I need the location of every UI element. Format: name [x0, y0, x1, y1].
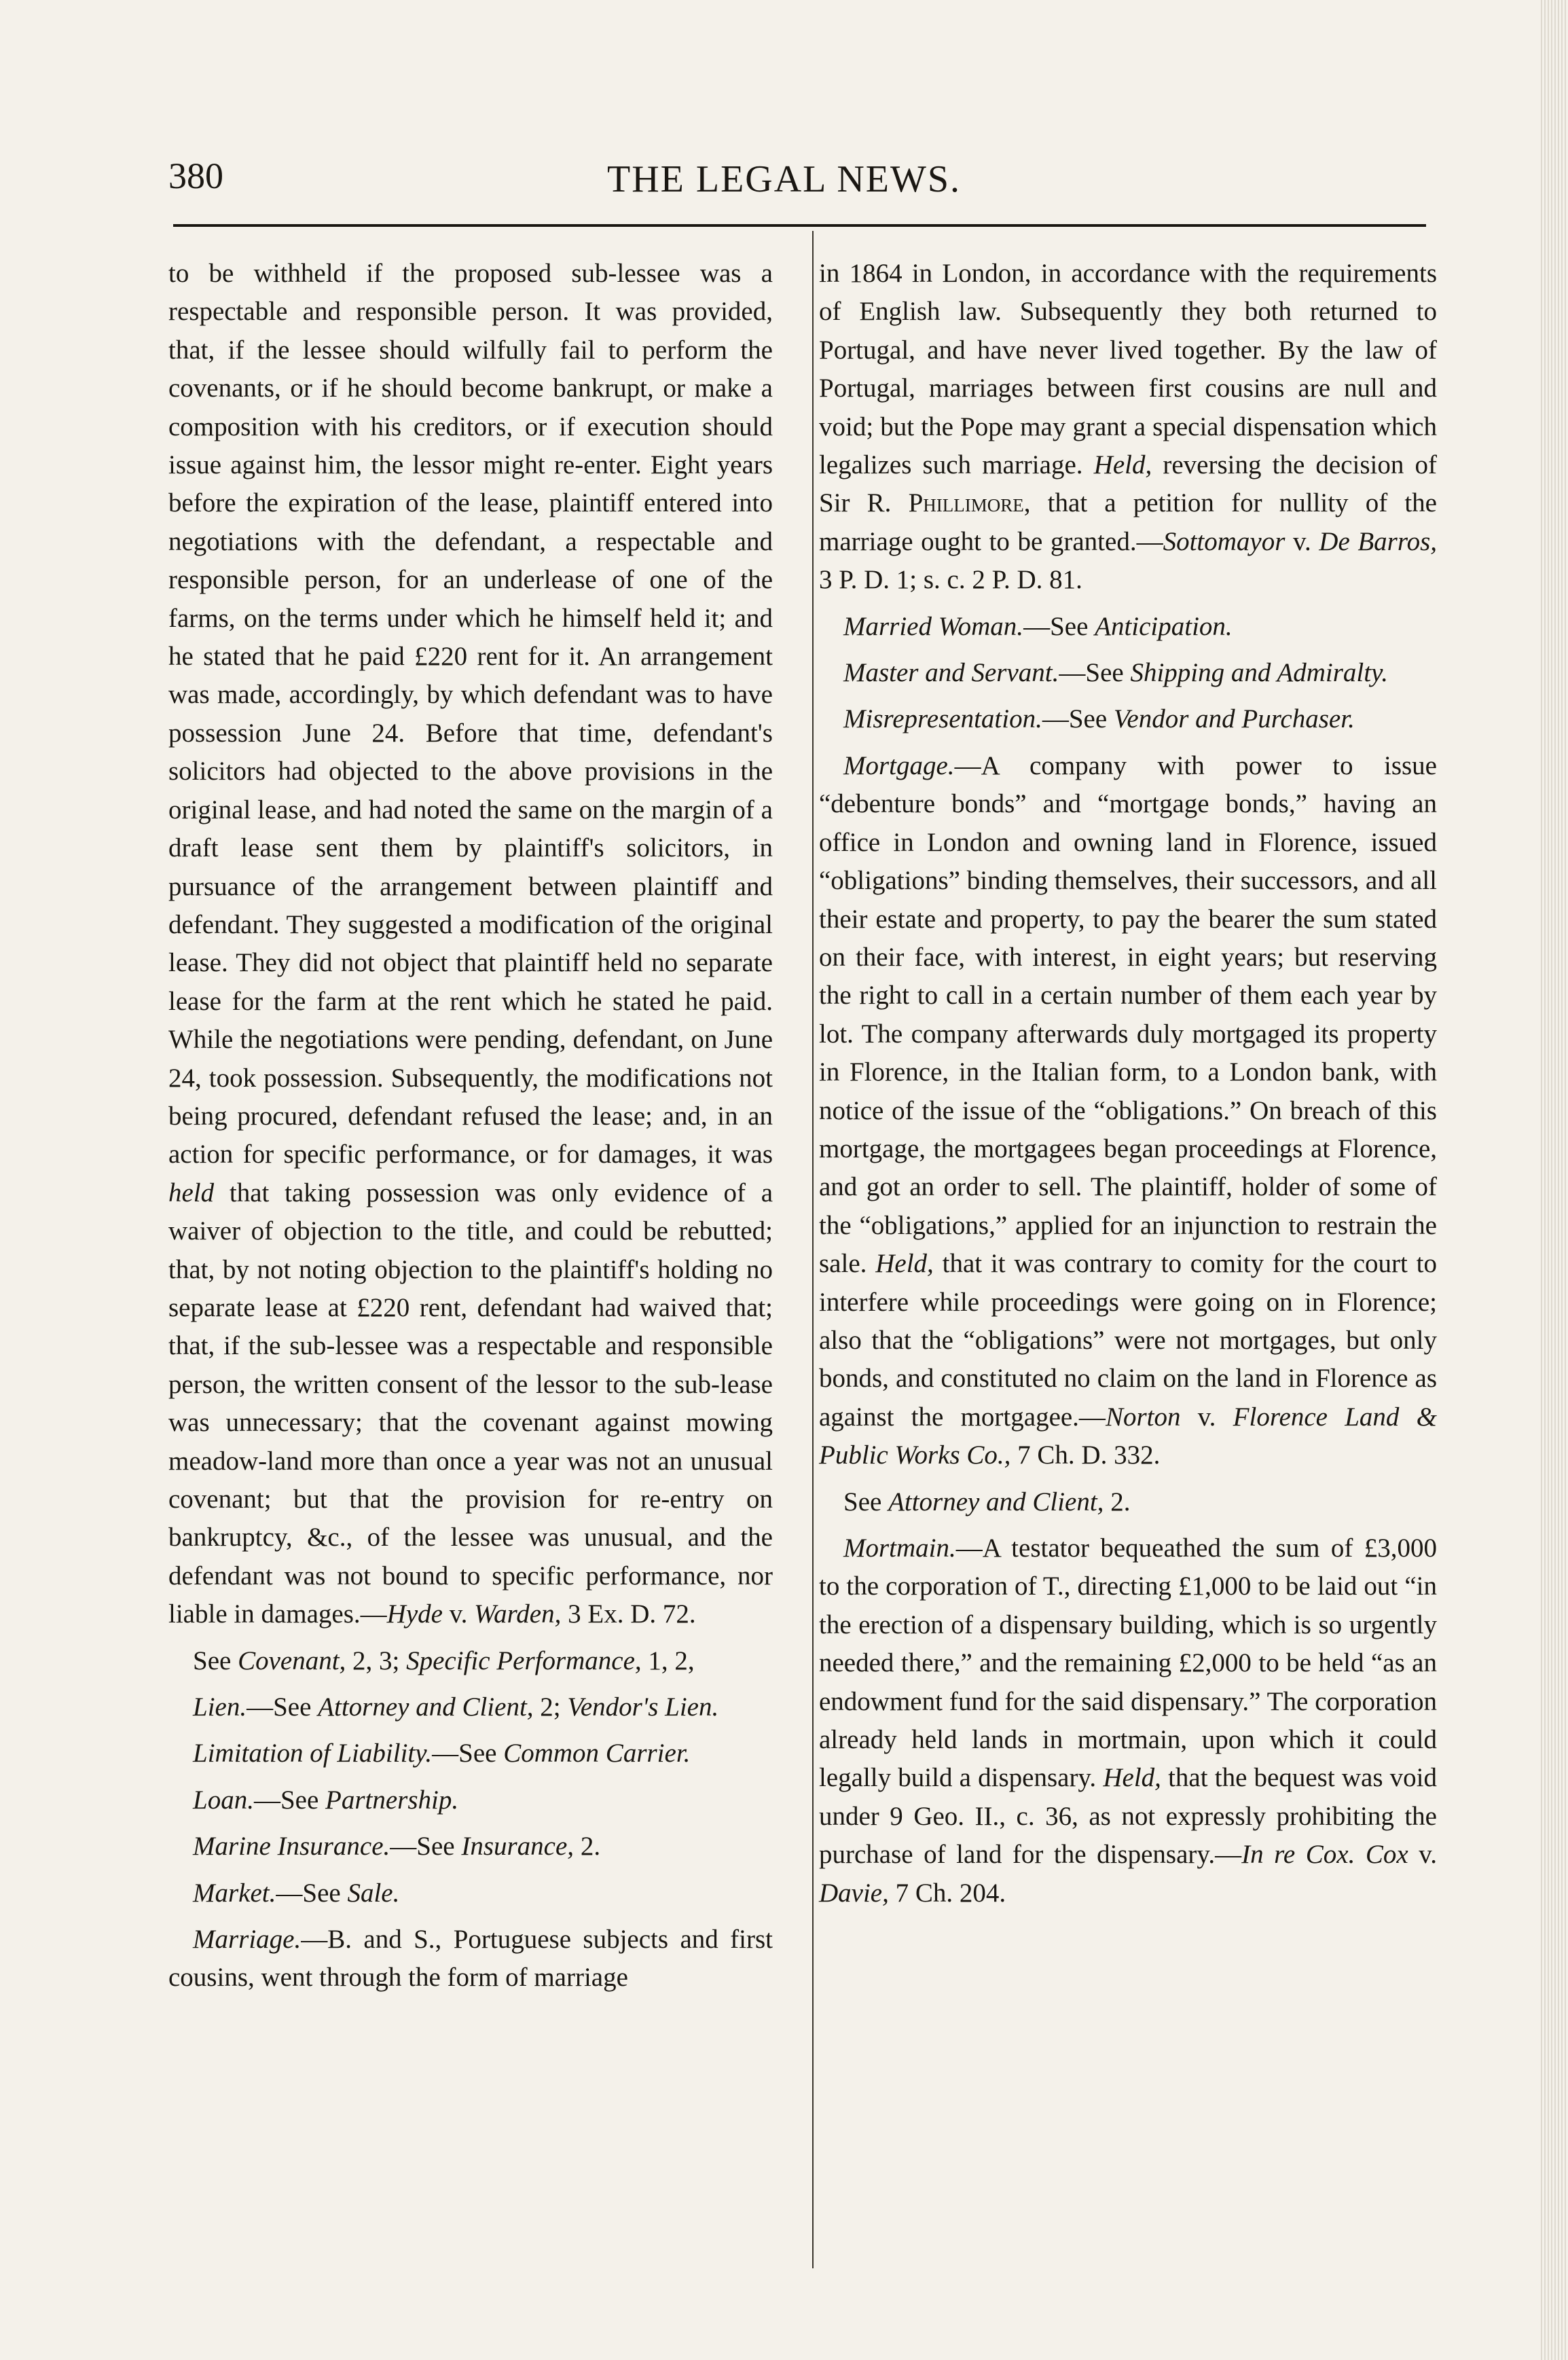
entry-heading: Lien. — [193, 1692, 247, 1722]
entry-heading: Marriage. — [193, 1925, 302, 1955]
case-name: De Barros, — [1319, 526, 1438, 556]
judge-name: Phillimore, — [908, 488, 1031, 518]
case-name: Cox — [1355, 1840, 1408, 1870]
case-sottomayor — [819, 255, 1437, 600]
see-covenant — [168, 1642, 773, 1680]
entry-marine-insurance — [168, 1828, 773, 1866]
column-divider — [812, 231, 814, 2268]
cross-ref: Specific Performance, — [406, 1646, 642, 1675]
see-attorney-client — [819, 1483, 1437, 1521]
see: —See — [390, 1832, 462, 1862]
text: 2. — [1104, 1487, 1131, 1517]
see: —See — [247, 1692, 318, 1722]
text: that taking possession was only evidence of a waiver of objection to the title, and could be rebutted; that, by not noting objection to the plaintiff's holding no separate lease at £220 rent, defendant had waived that; that, if the sub-lessee was a respectable and responsible person, the written consent of the lessor to the sub-lease was unnecessary; that the covenant against mowing meadow-land more than once a year was not an unusual covenant; but that the provision for re-entry on bankruptcy, &c., of the lessee was unusual, and the defendant was not bound to specific performance, nor liable in damages.— — [168, 1178, 773, 1629]
case-name: Warden, — [474, 1599, 562, 1629]
entry-marriage — [168, 1921, 773, 1997]
entry-master-servant — [819, 654, 1437, 692]
see: —See — [276, 1878, 348, 1908]
text: —B. and S., Portuguese subjects and first cousins, went through the form of marriage — [168, 1925, 773, 1993]
entry-heading: Mortmain. — [843, 1533, 956, 1563]
entry-married-woman — [819, 608, 1437, 646]
see: —See — [1059, 658, 1131, 688]
versus: v. — [1180, 1402, 1233, 1432]
case-name: Davie, — [819, 1878, 889, 1908]
citation: 3 P. D. 1; s. c. 2 P. D. 81. — [819, 565, 1082, 595]
text: that the bequest was void under 9 Geo. II., c. 36, as not expressly prohibiting the purchase of land for the dispensary.— — [819, 1763, 1438, 1870]
versus: v. — [1285, 526, 1319, 556]
text: —A testator bequeathed the sum of £3,000 to the corporation of T., directing £1,000 to be laid out “in the erection of a dispensary building, which is so urgently needed there,” and the remaining £2,000 to be held “as an endowment fund for the said dispensary.” The corporation already held lands in mortmain, upon which it could legally build a dispensary. — [819, 1533, 1437, 1793]
held-word: Held, — [1093, 450, 1152, 480]
entry-loan — [168, 1781, 773, 1819]
versus: v. — [442, 1599, 475, 1629]
text: 1, 2, — [641, 1646, 695, 1675]
running-head: THE LEGAL NEWS. — [607, 158, 961, 200]
text: in 1864 in London, in accordance with the requirements of English law. Subsequently they both returned to Portugal, and have never lived together. By the law of Portugal, marriages between first cousins are null and void; but the Pope may grant a special dispensation which legalizes such marriage. — [819, 259, 1437, 480]
case-hyde-v-warden — [168, 255, 773, 1634]
entry-market — [168, 1874, 773, 1912]
page-edge — [1541, 0, 1568, 2360]
see: —See — [253, 1785, 326, 1815]
entry-heading: Market. — [193, 1878, 276, 1908]
citation: 7 Ch. D. 332. — [1010, 1440, 1161, 1470]
see: —See — [1023, 611, 1095, 641]
cross-ref: Anticipation. — [1095, 611, 1233, 641]
held-word: Held, — [875, 1249, 934, 1279]
cross-ref: Shipping and Admiralty. — [1130, 658, 1388, 688]
cross-ref: Sale. — [347, 1878, 400, 1908]
text: 2, 3; — [346, 1646, 407, 1675]
case-name: Hyde — [386, 1599, 443, 1629]
right-column — [819, 255, 1437, 1921]
see: See — [843, 1487, 889, 1517]
entry-mortmain — [819, 1529, 1437, 1912]
entry-misrepresentation — [819, 700, 1437, 738]
versus: v. — [1408, 1840, 1437, 1870]
held-word: held — [168, 1178, 215, 1208]
left-column — [168, 255, 773, 2005]
text: 2; — [533, 1692, 568, 1722]
cross-ref: Vendor and Purchaser. — [1113, 704, 1355, 734]
case-name: Norton — [1105, 1402, 1181, 1432]
entry-heading: Married Woman. — [843, 611, 1024, 641]
case-name: Sottomayor — [1163, 526, 1286, 556]
see: —See — [432, 1739, 504, 1768]
text: that a petition for nullity of the marriage ought to be granted.— — [819, 488, 1437, 556]
cross-ref: Vendor's Lien. — [567, 1692, 719, 1722]
held-word: Held, — [1103, 1763, 1161, 1793]
see: See — [193, 1646, 238, 1675]
text: to be withheld if the proposed sub-lessee was a respectable and responsible person. It was provided, that, if the lessee should wilfully fail to perform the covenants, or if he should become bankrupt, or make a composition with his creditors, or if execution should issue against him, the lessor might re-enter. Eight years before the expiration of the lease, plaintiff entered into negotiations with the defendant, a respectable and responsible person, for an underlease of one of the farms, on the terms under which he himself held it; and he stated that he paid £220 rent for it. An arrangement was made, accordingly, by which defendant was to have possession June 24. Before that time, defendant's solicitors had objected to the above provisions in the original lease, and had noted the same on the margin of a draft lease sent them by plaintiff's solicitors, in pursuance of the arrangement between plaintiff and defendant. They suggested a modification of the original lease. They did not object that plaintiff held no separate lease for the farm at the rent which he stated he paid. While the negotiations were pending, defendant, on June 24, took possession. Subsequently, the modifications not being procured, defendant refused the lease; and, in an action for specific performance, or for damages, it was — [168, 259, 773, 1169]
entry-limitation — [168, 1735, 773, 1773]
entry-heading: Master and Servant. — [843, 658, 1059, 688]
text: —A company with power to issue “debenture bonds” and “mortgage bonds,” having an office in London and owning land in Florence, issued “obligations” binding themselves, their successors, and all their estate and property, to pay the bearer the sum stated on their face, with interest, in eight years; but reserving the right to call in a certain number of them each year by lot. The company afterwards duly mortgaged its property in Florence, in the Italian form, to a London bank, with notice of the issue of the “obligations.” On breach of this mortgage, the mortgagees began proceedings at Florence, and got an order to sell. The plaintiff, holder of some of the “obligations,” applied for an injunction to restrain the sale. — [819, 750, 1437, 1279]
cross-ref: Common Carrier. — [503, 1739, 691, 1768]
entry-heading: Loan. — [193, 1785, 254, 1815]
case-name: Florence Land & Public Works Co., — [819, 1402, 1437, 1470]
entry-heading: Misrepresentation. — [843, 704, 1042, 734]
entry-heading: Marine Insurance. — [193, 1832, 390, 1862]
page-number: 380 — [168, 156, 223, 196]
citation: 7 Ch. 204. — [888, 1878, 1006, 1908]
text: that it was contrary to comity for the court to interfere while proceedings were going on in Florence; also that the “obligations” were not mortgages, but only bonds, and constituted no claim on the land in Florence as against the mortgagee.— — [819, 1249, 1437, 1432]
text: reversing the decision of Sir R. — [819, 450, 1437, 518]
citation: 3 Ex. D. 72. — [561, 1599, 696, 1629]
case-name: In re Cox. — [1241, 1840, 1355, 1870]
cross-ref: Partnership. — [325, 1785, 459, 1815]
text: 2. — [574, 1832, 601, 1862]
cross-ref: Insurance, — [461, 1832, 575, 1862]
see: —See — [1042, 704, 1114, 734]
entry-lien — [168, 1688, 773, 1726]
entry-mortgage — [819, 747, 1437, 1475]
cross-ref: Attorney and Client, — [888, 1487, 1104, 1517]
cross-ref: Attorney and Client, — [318, 1692, 534, 1722]
header-rule — [173, 224, 1426, 227]
entry-heading: Limitation of Liability. — [193, 1739, 433, 1768]
cross-ref: Covenant, — [238, 1646, 346, 1675]
entry-heading: Mortgage. — [843, 750, 955, 780]
